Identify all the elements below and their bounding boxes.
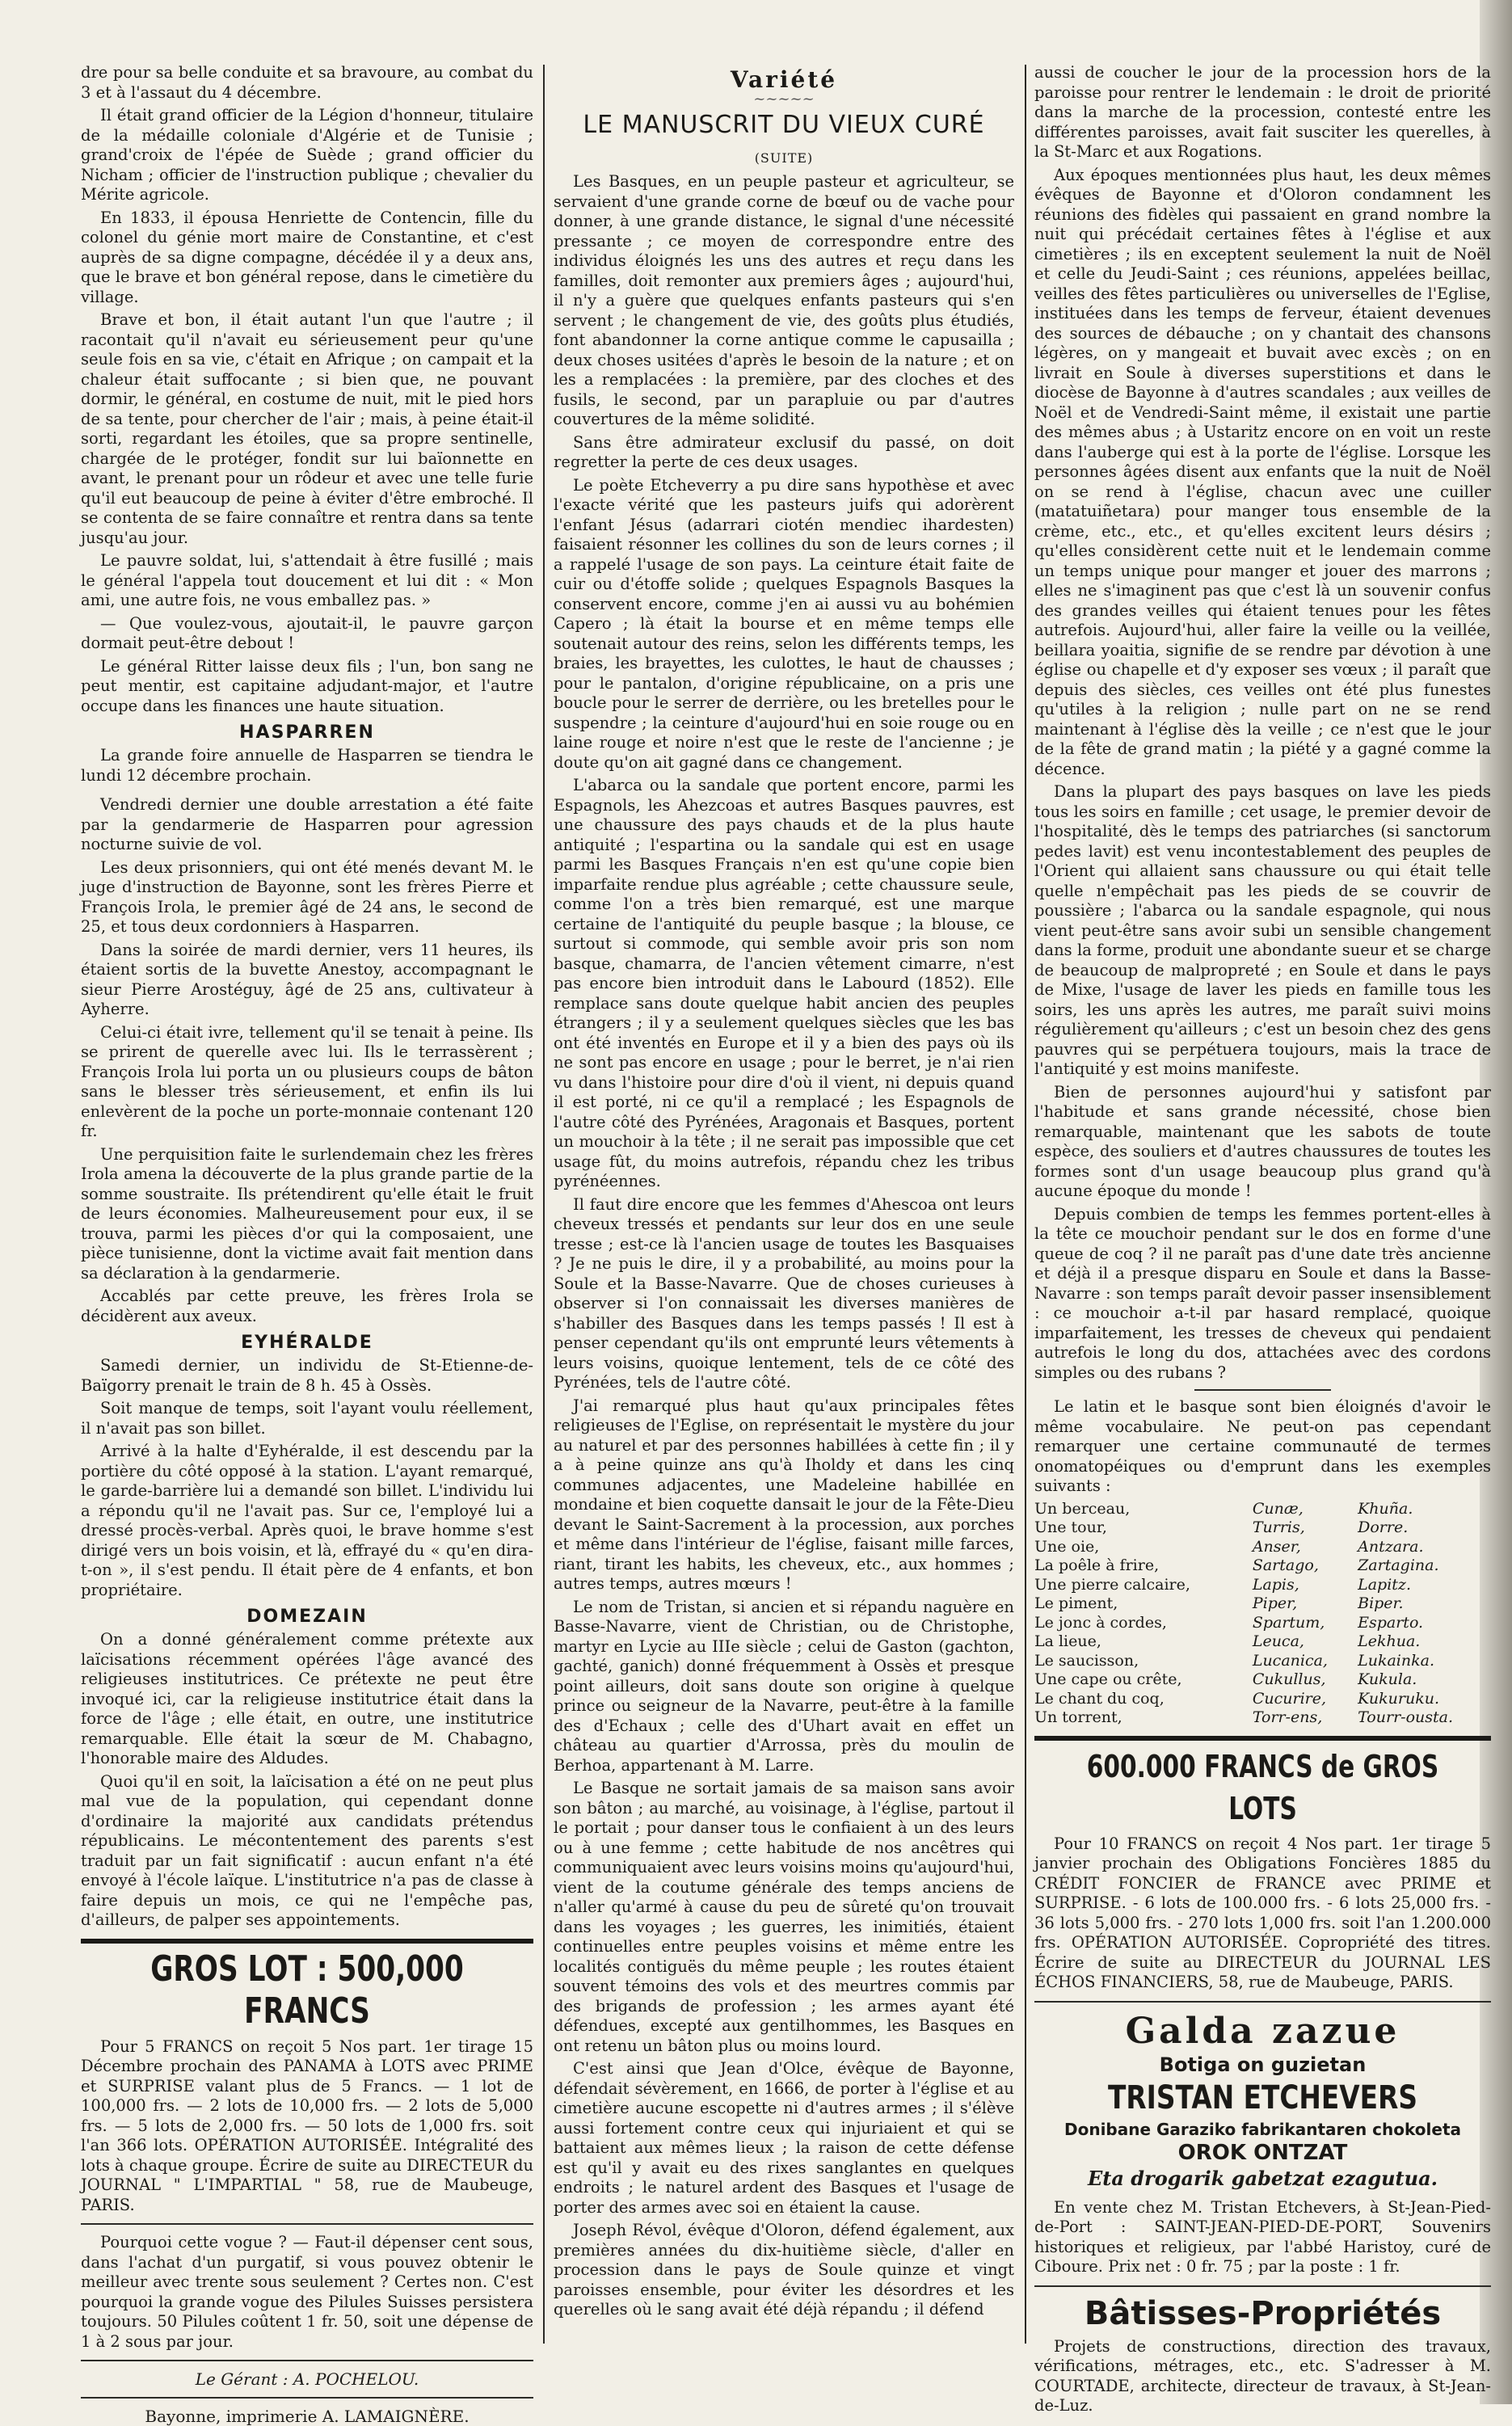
rubric-heading: Variété (730, 66, 838, 93)
vocab-french: Une cape ou crête, (1034, 1670, 1182, 1688)
vocab-french: Une oie, (1034, 1537, 1100, 1556)
vocab-latin: Leuca, (1252, 1632, 1304, 1650)
vocab-basque: Lukainka. (1358, 1651, 1434, 1670)
paragraph: Brave et bon, il était autant l'un que l'autre ; il racontait qu'il n'avait eu sérieusement peur qu'une seule fois en sa vie, c'était en Afrique ; on campait et la chaleur était suffocante ; si bien que, ne pouvant dormir, le général, en costume de nuit, mit le pied hors de sa tente, pour chercher de l'air ; mais, à peine était-il sorti, regardant les étoiles, que sa propre sentinelle, chargée de le protéger, fondit sur lui baïonnette en avant, le prenant pour un rôdeur et avec une telle furie qu'il eut beaucoup de peine à éviter d'être embroché. Il se contenta de se faire connaître et rentra dans sa tente jusqu'au jour. (81, 310, 533, 547)
ad-vente-text: En vente chez M. Tristan Etchevers, à St-Jean-Pied-de-Port : SAINT-JEAN-PIED-DE-PORT, Souvenirs historiques et religieux, par l'abbé Haristoy, curé de Ciboure. Prix net : 0 fr. 75 ; par la poste : 1 fr. (1034, 2197, 1491, 2276)
paragraph: Joseph Révol, évêque d'Oloron, défend également, aux premières années du dix-huitième siècle, d'aller en procession dans le pays de Soule quinze et vingt paroisses ensemble, pour éviter les désordres et les querelles où le sang avait été déjà répandu ; il défend (554, 2221, 1014, 2319)
vocab-basque: Kukula. (1358, 1670, 1417, 1688)
vocab-basque: Antzara. (1358, 1537, 1424, 1556)
article-continued-label: (SUITE) (754, 150, 814, 166)
paragraph: Il faut dire encore que les femmes d'Ahescoa ont leurs cheveux tressés et pendants sur leur dos en une seule tresse ; est-ce là l'ancien usage de toutes les Basquaises ? Je ne puis le dire, il y a probabilité, au moins pour la Soule et la Basse-Navarre. Que de choses curieuses à observer si l'on connaissait les diverses manières de s'habiller des Basques dans les temps passés ! Il est à penser cependant qu'ils ont emprunté leurs vêtements à leurs voisins, quoique lentement, tels de ce côté des Pyrénées, tels de l'autre côté. (554, 1194, 1014, 1392)
divider (81, 1939, 533, 1944)
column-right (1034, 63, 1491, 2415)
gerant-signature: Le Gérant : A. POCHELOU. (195, 2369, 419, 2389)
column-left (81, 63, 533, 2426)
paragraph: J'ai remarqué plus haut qu'aux principales fêtes religieuses de l'Eglise, on représentait le mystère du jour au naturel et par des personnes habillées à cette fin ; il y a à peine quinze ans qu'à Iholdy et dans les cinq communes adjacentes, une Madeleine habillée en mondaine et bien coquette dansait le jour de la Fête-Dieu devant le Saint-Sacrement à la procession, aux porches et même dans l'intérieur de l'église, faisant mille farces, riant, tirant les habits, les cheveux, etc., aux hommes ; autres temps, autres mœurs ! (554, 1396, 1014, 1593)
vocab-latin: Cukullus, (1252, 1670, 1326, 1688)
vocab-basque: Tourr-ousta. (1358, 1708, 1453, 1726)
ornament: ~~~~~ (753, 91, 815, 107)
vocab-french: Le piment, (1034, 1594, 1118, 1612)
paragraph: Bien de personnes aujourd'hui y satisfont par l'habitude et sans grande nécessité, chose bien remarquable, maintenant que les sabots de toute espèce, des souliers et d'autres chaussures de toutes les formes sont d'un usage beaucoup plus grand qu'à aucune époque du monde ! (1034, 1082, 1491, 1200)
divider (81, 2397, 533, 2399)
section-heading-eyheralde: EYHÉRALDE (241, 1333, 373, 1353)
vocab-latin: Turris, (1252, 1518, 1305, 1536)
divider (1194, 1389, 1332, 1391)
divider (1034, 1736, 1491, 1741)
vocab-french: La poêle à frire, (1034, 1556, 1160, 1574)
vocab-latin: Spartum, (1252, 1613, 1325, 1632)
section-heading-hasparren: HASPARREN (239, 722, 375, 743)
column-rule (543, 65, 545, 2344)
paragraph: Le Basque ne sortait jamais de sa maison sans avoir son bâton ; au marché, au voisinage, à l'église, partout il le portait ; pour danser tous le confiaient à un des leurs ou à une femme ; cette habitude de nos ancêtres qui communiquaient avec leurs voisins moins qu'aujourd'hui, vient de la coutume générale des temps anciens de n'aller qu'armé à cause du peu de sûreté qu'on trouvait dans les voyages ; les guerres, les inimitiés, étaient continuelles entre peuples voisins et même entre les localités contiguës du même peuple ; les routes étaient souvent témoins des vols et des meurtres commis par des brigands de profession ; les armes ayant été défendues, excepté aux gentilhommes, les Basques en ont retenu un bâton plus ou moins lourd. (554, 1779, 1014, 2055)
vocab-french: Le jonc à cordes, (1034, 1613, 1167, 1632)
section-heading-domezain: DOMEZAIN (246, 1607, 368, 1627)
paragraph: Vendredi dernier une double arrestation a été faite par la gendarmerie de Hasparren pour agression nocturne suivie de vol. (81, 795, 533, 853)
paragraph: Les Basques, en un peuple pasteur et agriculteur, se servaient d'une grande corne de bœuf ou de vache pour donner, à une grande distance, le signal d'une nécessité pressante ; ce moyen de correspondre entre des individus éloignés les uns des autres et reçu dans les familles, doit remonter aux premiers âges ; aujourd'hui, il n'y a guère que quelques enfants pasteurs qui s'en servent ; le changement de vie, des goûts plus étudiés, font abandonner la corne antique comme le capusailla ; deux choses usitées d'après le besoin de la nature ; et on les a remplacées : la première, par des cloches et des fusils, le second, par un parapluie ou par d'autres couvertures de la même solidité. (554, 172, 1014, 428)
paragraph: — Que voulez-vous, ajoutait-il, le pauvre garçon dormait peut-être debout ! (81, 613, 533, 652)
paragraph: Le latin et le basque sont bien éloignés d'avoir le même vocabulaire. Ne peut-on pas cependant remarquer une certaine communauté de termes onomatopéiques ou d'emprunt dans les exemples suivants : (1034, 1397, 1491, 1495)
ad-galda-heading: Galda zazue (1125, 2010, 1400, 2052)
paragraph: aussi de coucher le jour de la procession hors de la paroisse pour rentrer le lendemain : le droit de priorité dans la marche de la procession, contesté entre les différentes paroisses, avait fait susciter les querelles, à la St-Marc et aux Rogations. (1034, 63, 1491, 161)
paragraph: Dans la plupart des pays basques on lave les pieds tous les soirs en famille ; cet usage, le premier devoir de l'hospitalité, dès le temps des patriarches (si sanctorum pedes lavit) est venu incontestablement des peuples de l'Orient qui allaient sans chaussure ou qui était telle quelle n'empêchait pas les pieds de se couvrir de poussière ; l'abarca ou la sandale espagnole, qui nous vient peut-être sans avoir subi un sensible changement dans la forme, produit une abondante sueur et se charge de beaucoup de malpropreté ; en Soule et dans le pays de Mixe, l'usage de laver les pieds en famille tous les soirs, les uns après les autres, me paraît suivi moins régulièrement qu'ailleurs ; c'est un besoin chez des gens pauvres qui se perpétuera toujours, mais la trace de l'antiquité y est moins manifeste. (1034, 782, 1491, 1078)
printer-line: Bayonne, imprimerie A. LAMAIGNÈRE. (145, 2407, 470, 2426)
ad-pilules-text: Pourquoi cette vogue ? — Faut-il dépenser cent sous, dans l'achat d'un purgatif, si vous pouvez obtenir le meilleur avec trente sous seulement ? Certes non. C'est pourquoi la grande vogue des Pilules Suisses persistera toujours. 50 Pilules coûtent 1 fr. 50, soit une dépense de 1 à 2 sous par jour. (81, 2233, 533, 2351)
vocabulary-row (1034, 1500, 1491, 1519)
ad-botiga: Botiga on guzietan (1159, 2053, 1367, 2076)
paragraph: dre pour sa belle conduite et sa bravoure, au combat du 3 et à l'assaut du 4 décembre. (81, 63, 533, 102)
paragraph: Le général Ritter laisse deux fils ; l'un, bon sang ne peut mentir, est capitaine adjudant-major, et l'autre occupe dans les finances une haute situation. (81, 656, 533, 715)
vocabulary-row (1034, 1690, 1491, 1709)
paragraph: Arrivé à la halte d'Eyhéralde, il est descendu par la portière du côté opposé à la station. L'ayant remarqué, le garde-barrière lui a demandé son billet. L'individu lui a répondu qu'il ne l'avait pas. Sur ce, l'employé lui a dressé procès-verbal. Après quoi, le brave homme s'est dirigé vers un bois voisin, et là, effrayé du « qu'en dira-t-on », il s'est pendu. Il était père de 4 enfants, et bon propriétaire. (81, 1442, 533, 1599)
vocab-basque: Lapitz. (1358, 1575, 1411, 1594)
column-middle (554, 63, 1014, 2366)
paragraph: La grande foire annuelle de Hasparren se tiendra le lundi 12 décembre prochain. (81, 746, 533, 785)
paragraph: L'abarca ou la sandale que portent encore, parmi les Espagnols, les Ahezcoas et autres Basques pauvres, est une chaussure des pays chauds et de la plus haute antiquité ; l'espartina ou la sandale qui est en usage parmi les Basques Français n'en est qu'une copie bien imparfaite rendue plus agréable ; cette chaussure seule, comme l'on a très bien remarqué, est une marque certaine de l'antiquité du peuple basque ; la blouse, ce surtout si commode, qui semble avoir pris son nom basque, chamarra, de l'ancien vêtement cimarre, n'est pas encore bien introduit dans le Labourd (1852). Elle remplace sans doute quelque habit ancien des peuples étrangers ; il y a seulement quelques siècles que les bas ont été inventés en Europe et il y a bien des pays où ils ne sont pas encore en usage ; pour le berret, je n'ai rien vu dans l'histoire pour dire d'où il vient, ni depuis quand il est porté, ni ce qu'il a remplacé ; les Espagnols de l'autre côté des Pyrénées, Aragonais et Basques, portent un mouchoir à la tête ; il ne serait pas impossible que cet usage fût, du moins autrefois, répandu chez les tribus pyrénéennes. (554, 776, 1014, 1190)
paragraph: On a donné généralement comme prétexte aux laïcisations récemment opérées l'âge avancé des religieuses institutrices. Ce prétexte ne peut être invoqué ici, car la religieuse institutrice était dans la force de l'âge ; elle était, en outre, une institutrice remarquable. Elle était la sœur de M. Chabagno, l'honorable maire des Aldudes. (81, 1630, 533, 1767)
article-title: LE MANUSCRIT DU VIEUX CURÉ (583, 111, 985, 139)
divider (81, 2223, 533, 2225)
vocab-french: Un torrent, (1034, 1708, 1122, 1726)
vocab-latin: Lucanica, (1252, 1651, 1328, 1670)
paragraph: Sans être admirateur exclusif du passé, on doit regretter la perte de ces deux usages. (554, 432, 1014, 471)
paragraph: Le nom de Tristan, si ancien et si répandu naguère en Basse-Navarre, vient de Christian, ou de Christophe, martyr en Lycie au IIIe siècle ; celui de Gaston (gachton, gachté, ganich) donné fréquemment à Ossès et presque point ailleurs, doit sans doute son origine à quelque prince ou seigneur de la Navarre, peut-être à la famille des d'Echaux ; celle des d'Uhart avait en effet un château au quartier d'Arrossa, près du moulin de Berhoa, appartenant à M. Larre. (554, 1597, 1014, 1775)
paragraph: Soit manque de temps, soit l'ayant voulu réellement, il n'avait pas son billet. (81, 1399, 533, 1438)
vocab-basque: Dorre. (1358, 1518, 1409, 1536)
paragraph: Celui-ci était ivre, tellement qu'il se tenait à peine. Ils se prirent de querelle avec lui. Ils le terrassèrent ; François Irola lui porta un ou plusieurs coups de bâton sans le blesser très sérieusement, et enfin ils lui enlevèrent de la poche un porte-monnaie contenant 120 fr. (81, 1022, 533, 1140)
paragraph: Les deux prisonniers, qui ont été menés devant M. le juge d'instruction de Bayonne, sont les frères Pierre et François Irola, le premier âgé de 24 ans, le second de 25, et tous deux cordonniers à Hasparren. (81, 857, 533, 936)
vocabulary-row (1034, 1594, 1491, 1614)
vocabulary-row (1034, 1614, 1491, 1633)
paragraph: Quoi qu'il en soit, la laïcisation a été on ne peut plus mal vue de la population, qui cependant donne d'ordinaire la majorité aux candidats prétendus républicains. Le mécontentement des parents s'est traduit par un fait significatif : aucun enfant n'a été envoyé à l'école laïque. L'institutrice n'a pas de classe à faire depuis un mois, ce qui ne l'empêche pas, d'ailleurs, de palper ses appointements. (81, 1771, 533, 1929)
paragraph: Aux époques mentionnées plus haut, les deux mêmes évêques de Bayonne et d'Oloron condamnent les réunions des fidèles qui passaient en grand nombre la nuit qui précédait certaines fêtes à l'église et aux cimetières ; ils en exceptent seulement la nuit de Noël et celle du Jeudi-Saint ; ces réunions, appelées beillac, veilles des fêtes particulières ou universelles de l'Eglise, instituées dans les temps de ferveur, étaient devenues des sources de débauche ; on y chantait des chansons légères, on y mangeait et buvait avec excès ; on en livrait en Soule à diverses superstitions et dans le diocèse de Bayonne à d'autres scandales ; aux veilles de Noël et de Vendredi-Saint même, il existait une partie des mêmes abus ; à Ustaritz encore on en voit un reste dans l'auberge qui est à la porte de l'église. Lorsque les personnes âgées disent aux enfants que la nuit de Noël on se rend à l'église, chacun avec une cuiller (matatuiñetara) pour manger tous ensemble de la crème, etc., etc., et qu'elles excitent leurs désirs ; qu'elles considèrent cette nuit et le lendemain comme un temps unique pour manger et jouer des marrons ; elles ne s'imaginent pas que c'est là un souvenir confus des grandes veilles qui étaient tenues pour les fêtes autrefois. Aujourd'hui, aller faire la veille ou la veillée, beillara yoaitia, signifie de se rendre par dévotion à une église ou chapelle et d'y exposer ses vœux ; il paraît que depuis des siècles, ces veilles ont été plus funestes qu'utiles à la religion ; nulle part on ne se rend maintenant à l'église dès la veille ; ce n'est que le jour de la fête de grand matin ; la piété y a gagné comme la décence. (1034, 165, 1491, 778)
paragraph: C'est ainsi que Jean d'Olce, évêque de Bayonne, défendait sévèrement, en 1666, de porter à l'église et au cimetière aucune escopette ni d'autres armes ; il s'élève aussi fortement contre ceux qui injuriaient et qui se battaient aux mêmes lieux ; la raison de cette défense est qu'il y avait eu des rixes sanglantes en quelques endroits ; le naturel ardent des Basques et l'usage de porter des armes avec soi en étaient la cause. (554, 2059, 1014, 2217)
paragraph: Le pauvre soldat, lui, s'attendait à être fusillé ; mais le général l'appela tout doucement et lui dit : « Mon ami, une autre fois, ne vous emballez pas. » (81, 551, 533, 609)
vocab-latin: Lapis, (1252, 1575, 1299, 1594)
vocab-latin: Cunæ, (1252, 1499, 1304, 1518)
vocabulary-row (1034, 1538, 1491, 1557)
ad-600000-text: Pour 10 FRANCS on reçoit 4 Nos part. 1er tirage 5 janvier prochain des Obligations Foncières 1885 du CRÉDIT FONCIER de FRANCE avec PRIME et SURPRISE. - 6 lots de 100.000 frs. - 6 lots 25,000 frs. - 36 lots 5,000 frs. - 270 lots 1,000 frs. soit l'an 1.200.000 frs. OPÉRATION AUTORISÉE. Copropriété des titres. Écrire de suite au DIRECTEUR du JOURNAL LES ÉCHOS FINANCIERS, 58, rue de Maubeuge, PARIS. (1034, 1834, 1491, 1991)
paragraph: Accablés par cette preuve, les frères Irola se décidèrent aux aveux. (81, 1287, 533, 1325)
paragraph: Dans la soirée de mardi dernier, vers 11 heures, ils étaient sortis de la buvette Anestoy, accompagnant le sieur Pierre Arostéguy, âgé de 25 ans, cultivateur à Ayherre. (81, 940, 533, 1018)
paragraph: Le poète Etcheverry a pu dire sans hypothèse et avec l'exacte vérité que les pasteurs juifs qui adorèrent l'enfant Jésus (adarrari ciotén mendiec ihardesten) faisaient résonner les collines du son de leurs cornes ; il a rappelé l'usage de son pays. La ceinture était faite de cuir ou d'étoffe solide ; quelques Espagnols Basques la conservent encore, comme j'en ai aussi vu au bohémien Capero ; là était la bourse et en même temps elle soutenait autour des reins, selon les différents temps, les braies, les brayettes, les culottes, le haut de chausses ; pour le pantalon, d'origine républicaine, on a pris une boucle pour le serrer de derrière, ou les bretelles pour le suspendre ; la ceinture d'aujourd'hui en soie rouge ou en laine rouge et noire n'est que le reste de l'ancienne ; je doute qu'on ait gagné dans ce changement. (554, 475, 1014, 772)
vocab-french: Le saucisson, (1034, 1651, 1139, 1670)
ad-orok: OROK ONTZAT (1177, 2140, 1348, 2165)
vocab-latin: Torr-ens, (1252, 1708, 1323, 1726)
vocab-basque: Esparto. (1358, 1613, 1424, 1632)
divider (1034, 2001, 1491, 2003)
ad-eta: Eta drogarik gabetzat ezagutua. (1087, 2166, 1438, 2190)
ad-batisses-heading: Bâtisses-Propriétés (1084, 2294, 1442, 2332)
divider (1034, 2285, 1491, 2287)
vocab-basque: Kukuruku. (1358, 1689, 1439, 1708)
vocab-french: Un berceau, (1034, 1499, 1131, 1518)
vocabulary-row (1034, 1708, 1491, 1728)
vocab-basque: Zartagina. (1358, 1556, 1439, 1574)
paragraph: Samedi dernier, un individu de St-Etienne-de-Baïgorry prenait le train de 8 h. 45 à Ossès. (81, 1356, 533, 1395)
vocab-french: Une pierre calcaire, (1034, 1575, 1190, 1594)
divider (81, 2360, 533, 2361)
paragraph: Une perquisition faite le surlendemain chez les frères Irola amena la découverte de la plus grande partie de la somme soustraite. Ils prétendirent qu'elle était le fruit de leurs économies. Malheureusement pour eux, il se trouva, parmi les pièces d'or qui la composaient, une pièce tunisienne, dont la victime avait fait mention dans sa déclaration à la gendarmerie. (81, 1144, 533, 1282)
vocab-latin: Piper, (1252, 1594, 1298, 1612)
vocab-french: Le chant du coq, (1034, 1689, 1165, 1708)
vocabulary-row (1034, 1556, 1491, 1576)
vocab-basque: Lekhua. (1358, 1632, 1421, 1650)
vocab-basque: Khuña. (1358, 1499, 1413, 1518)
vocabulary-row (1034, 1652, 1491, 1671)
ad-donibane: Donibane Garaziko fabrikantaren chokoleta (1063, 2119, 1461, 2139)
vocabulary-row (1034, 1632, 1491, 1652)
vocab-latin: Anser, (1252, 1537, 1301, 1556)
vocab-latin: Cucurire, (1252, 1689, 1327, 1708)
ad-tristan-name: TRISTAN ETCHEVERS (1108, 2079, 1417, 2116)
ad-gros-lot-heading: GROS LOT : 500,000 FRANCS (150, 1948, 464, 2032)
vocab-basque: Biper. (1358, 1594, 1404, 1612)
paragraph: Depuis combien de temps les femmes portent-elles à la tête ce mouchoir pendant sur le dos en forme d'une queue de coq ? il ne paraît pas d'une date très ancienne et déjà il a presque disparu en Soule et dans la Basse-Navarre : son temps paraît devoir passer insensiblement : ce mouchoir a-t-il par hasard remplacé, quoique imparfaitement, les tresses de cheveux qui pendaient autrefois le long du dos, attachées avec des cordons simples ou des rubans ? (1034, 1204, 1491, 1382)
vocab-latin: Sartago, (1252, 1556, 1319, 1574)
vocabulary-row (1034, 1518, 1491, 1538)
column-rule (1025, 65, 1026, 2344)
vocabulary-row (1034, 1576, 1491, 1595)
vocabulary-table (1034, 1500, 1491, 1728)
ad-gros-lot-text: Pour 5 FRANCS on reçoit 5 Nos part. 1er tirage 15 Décembre prochain des PANAMA à LOTS avec PRIME et SURPRISE valant plus de 5 Francs. — 1 lot de 100,000 frs. — 2 lots de 10,000 frs. — 2 lots de 5,000 frs. — 5 lots de 2,000 frs. — 50 lots de 1,000 frs. soit l'an 366 lots. OPÉRATION AUTORISÉE. Intégralité des lots à chaque groupe. Écrire de suite au DIRECTEUR du JOURNAL " L'IMPARTIAL " 58, rue de Maubeuge, PARIS. (81, 2036, 533, 2214)
vocab-french: La lieue, (1034, 1632, 1101, 1650)
ad-batisses-text: Projets de constructions, direction des travaux, vérifications, métrages, etc., etc. S'adresser à M. COURTADE, architecte, directeur de travaux, à St-Jean-de-Luz. (1034, 2336, 1491, 2415)
ad-600000-heading: 600.000 FRANCS de GROS LOTS (1086, 1748, 1439, 1826)
vocabulary-row (1034, 1670, 1491, 1690)
vocab-french: Une tour, (1034, 1518, 1107, 1536)
paragraph: Il était grand officier de la Légion d'honneur, titulaire de la médaille coloniale d'Algérie et de Tunisie ; grand'croix de l'épée de Suède ; grand officier du Nicham ; officier de l'instruction publique ; chevalier du Mérite agricole. (81, 106, 533, 204)
paragraph: En 1833, il épousa Henriette de Contencin, fille du colonel du génie mort maire de Constantine, et c'est auprès de sa digne compagne, décédée il y a deux ans, que le brave et bon général repose, dans le cimetière du village. (81, 208, 533, 306)
